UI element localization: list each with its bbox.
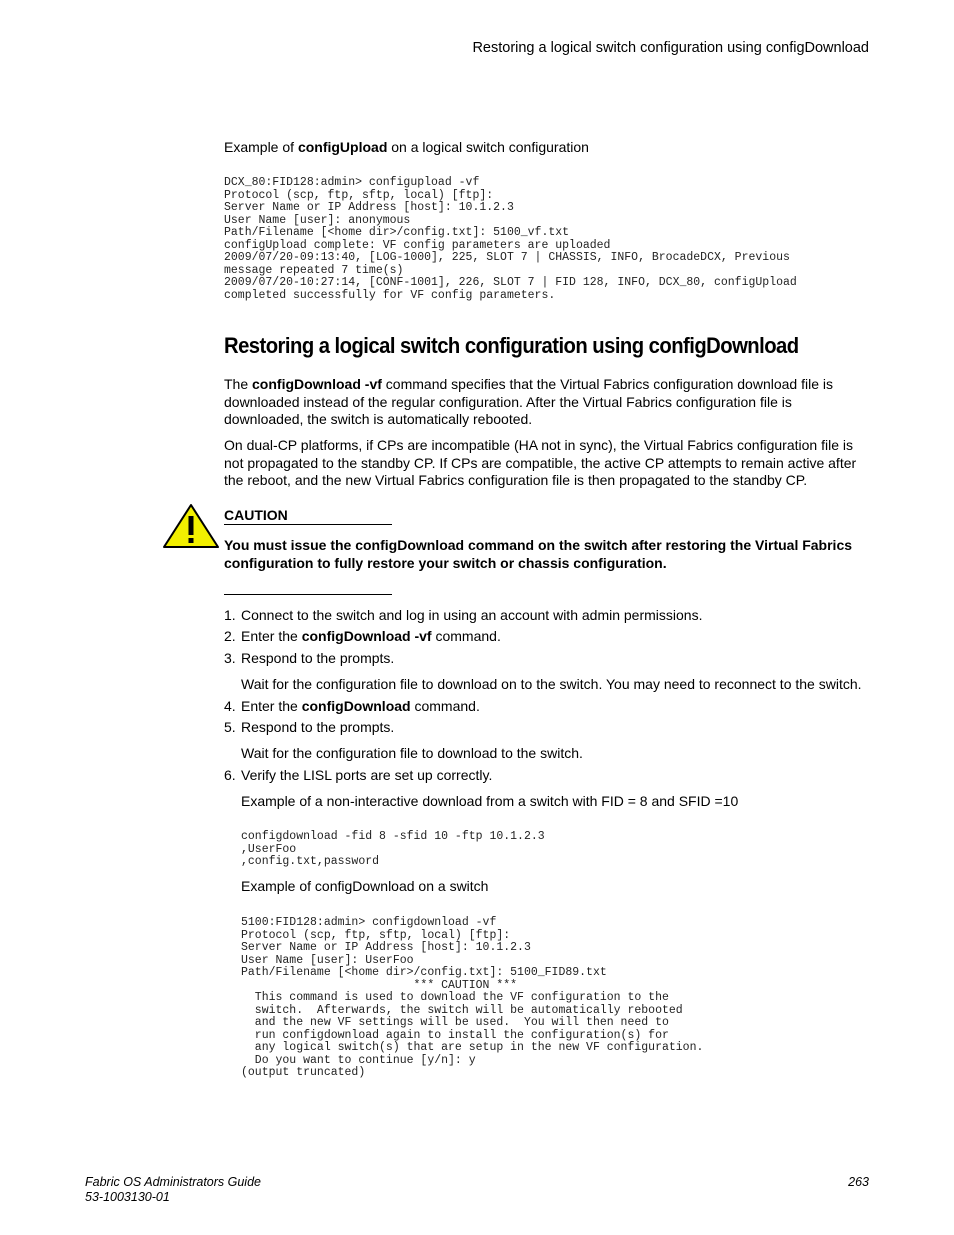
step-2 [224, 628, 501, 646]
step-text: Verify the LISL ports are set up correctly. [241, 767, 493, 783]
caution-label: CAUTION [224, 507, 288, 523]
step-number: 1. [224, 607, 236, 623]
step-text: Connect to the switch and log in using an account with admin permissions. [241, 607, 703, 623]
caption-text: on a logical switch configuration [387, 139, 589, 155]
step-3-note: Wait for the configuration file to download on to the switch. You may need to reconnect to the switch. [241, 676, 862, 692]
footer-guide-title: Fabric OS Administrators Guide [85, 1175, 261, 1189]
step-4 [224, 698, 480, 716]
section-title: Restoring a logical switch configuration using configDownload [224, 333, 799, 358]
step-1 [224, 607, 702, 625]
upload-example-caption [224, 139, 589, 157]
step-text: Enter the [241, 628, 302, 644]
caution-bottom-rule [224, 594, 392, 595]
download-example-caption: Example of configDownload on a switch [241, 878, 489, 894]
caution-top-rule [224, 524, 392, 525]
download-code-block: 5100:FID128:admin> configdownload -vf Protocol (scp, ftp, sftp, local) [ftp]: Server Name or IP Address [host]: 10.1.2.3 User Name [user]: UserFoo Path/Filename [<home dir>/config.txt]: 5100_FID89.txt *** CAUTION *** This command is used to download the VF configuration to the switch. Afterwards, the switch will be automatically rebooted and the new VF settings will be used. You will then need to run configdownload again to install the configuration(s) for any logical switch(s) that are setup in the new VF configuration. Do you want to continue [y/n]: y (output truncated) [241, 916, 704, 1079]
step-text: command. [410, 698, 480, 714]
paragraph-command: configDownload -vf [252, 376, 382, 392]
step-command: configDownload -vf [301, 628, 432, 644]
caption-text: Example of [224, 139, 298, 155]
step-number: 5. [224, 719, 236, 735]
running-header: Restoring a logical switch configuration using configDownload [472, 40, 869, 56]
step-number: 2. [224, 628, 236, 644]
step-number: 3. [224, 650, 236, 666]
footer-guide-info [85, 1175, 261, 1205]
step-5-note: Wait for the configuration file to download to the switch. [241, 745, 583, 761]
step-3 [224, 650, 394, 668]
step-number: 6. [224, 767, 236, 783]
paragraph-text: command specifies that the Virtual Fabrics configuration download file is downloaded instead of the regular configuration. After the Virtual Fabrics configuration file is downloaded, the switch is automatically rebooted. [224, 376, 833, 427]
noninteractive-code-block: configdownload -fid 8 -sfid 10 -ftp 10.1.2.3 ,UserFoo ,config.txt,password [241, 830, 545, 868]
caution-warning-icon [162, 503, 220, 549]
step-text: command. [431, 628, 501, 644]
step-6 [224, 767, 492, 785]
upload-code-block: DCX_80:FID128:admin> configupload -vf Protocol (scp, ftp, sftp, local) [ftp]: Server Name or IP Address [host]: 10.1.2.3 User Name [user]: anonymous Path/Filename [<home dir>/config.txt]: 5100_vf.txt configUpload complete: VF config parameters are uploaded 2009/07/20-09:13:40, [LOG-1000], 225, SLOT 7 | CHASSIS, INFO, BrocadeDCX, Previous message repeated 7 time(s) 2009/07/20-10:27:14, [CONF-1001], 226, SLOT 7 | FID 128, INFO, DCX_80, configUpload completed successfully for VF config parameters. [224, 176, 797, 302]
step-number: 4. [224, 698, 236, 714]
dual-cp-paragraph: On dual-CP platforms, if CPs are incompatible (HA not in sync), the Virtual Fabrics configuration file is not propagated to the standby CP. If CPs are compatible, the active CP attempts to remain active after the reboot, and the new Virtual Fabrics configuration file is then propagated to the standby CP. [224, 437, 857, 488]
caution-text: You must issue the configDownload command on the switch after restoring the Virtual Fabrics configuration to fully restore your switch or chassis configuration. [224, 537, 853, 571]
caption-command: configUpload [297, 139, 388, 155]
footer-doc-number: 53-1003130-01 [85, 1190, 170, 1204]
step-text: Respond to the prompts. [241, 650, 395, 666]
page-number: 263 [848, 1175, 869, 1189]
step-text: Enter the [241, 698, 302, 714]
step-text: Respond to the prompts. [241, 719, 395, 735]
noninteractive-example-caption: Example of a non-interactive download from a switch with FID = 8 and SFID =10 [241, 793, 739, 809]
step-5 [224, 719, 394, 737]
paragraph-text: The [224, 376, 253, 392]
step-command: configDownload [301, 698, 411, 714]
intro-paragraph [224, 376, 864, 429]
